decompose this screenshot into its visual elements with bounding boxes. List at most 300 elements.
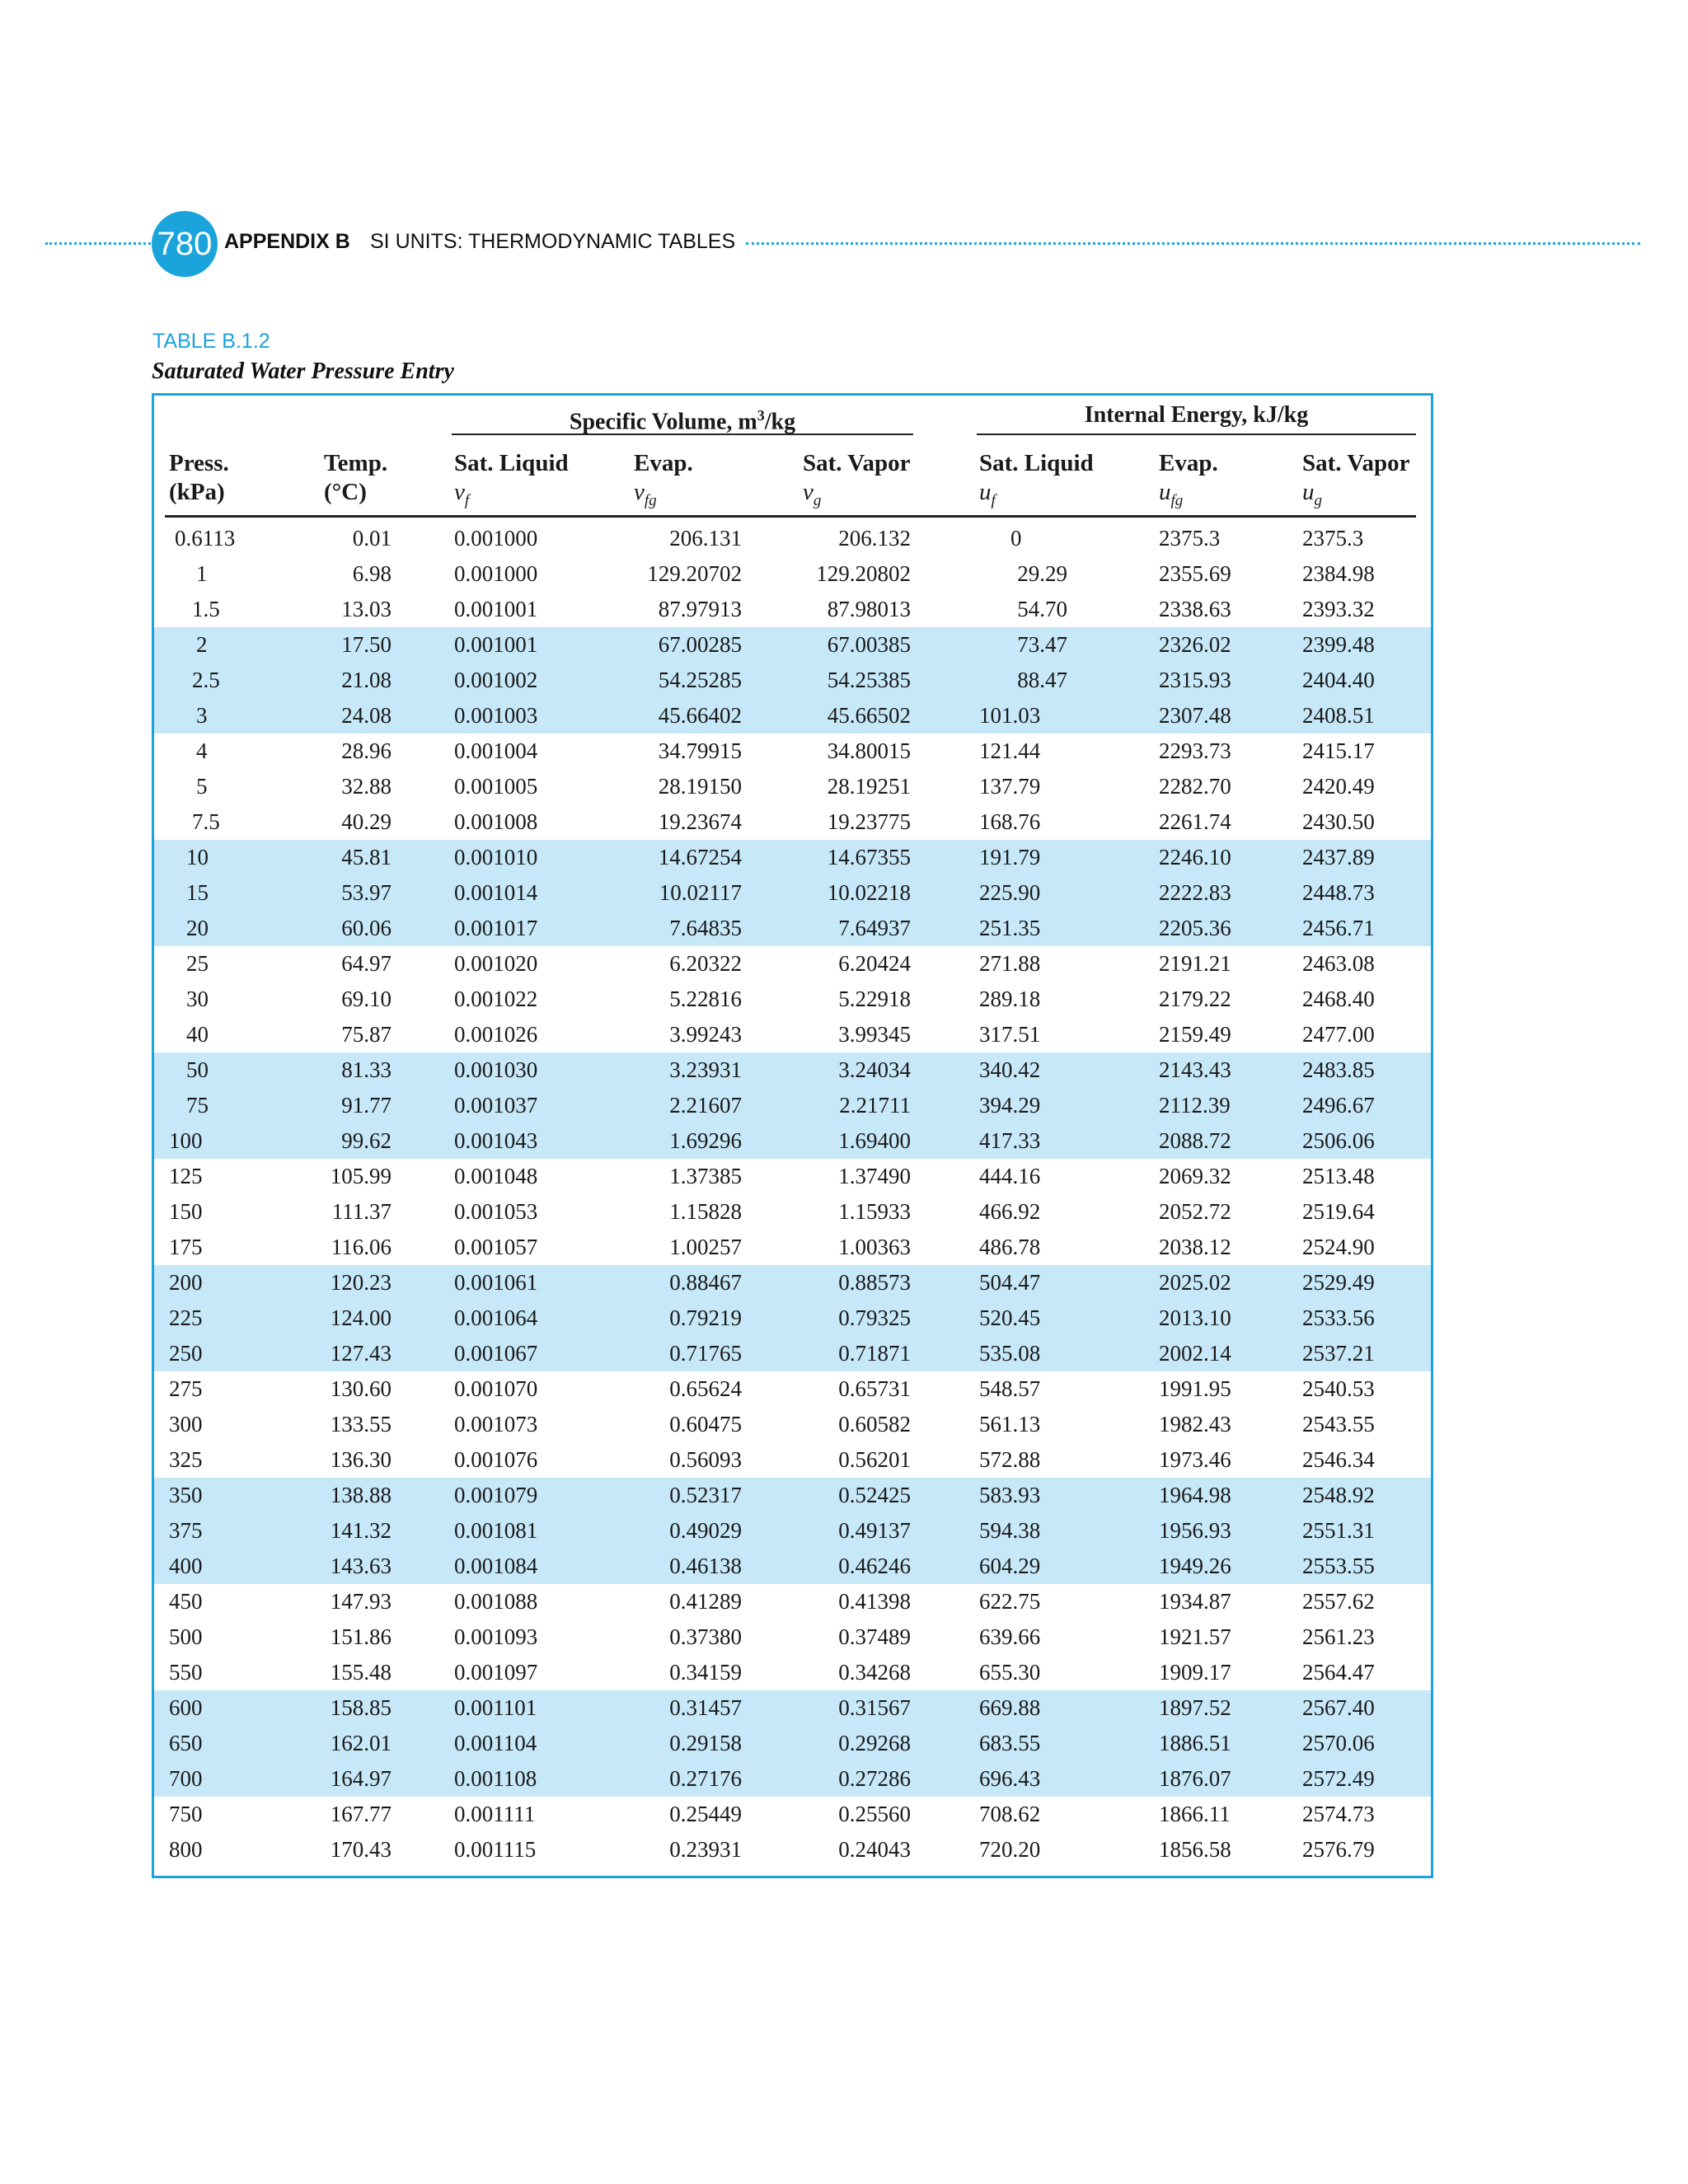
table-cell: 2261.74 [1159,809,1231,834]
table-cell: 2574.73 [1302,1802,1375,1826]
table-cell: 14.67355 [827,845,911,869]
table-cell: 0.6113 [175,526,236,551]
table-cell: 0.001000 [454,561,538,586]
table-cell: 2553.55 [1302,1554,1375,1578]
table-cell: 1876.07 [1159,1766,1231,1791]
table-cell: 5.22918 [838,987,911,1011]
table-cell: 1949.26 [1159,1554,1231,1578]
table-cell: 0.71871 [838,1341,911,1366]
group-header-specific-volume-sup: 3 [757,407,765,424]
table-cell: 1886.51 [1159,1731,1231,1755]
table-cell: 0.49029 [669,1518,742,1543]
table-cell: 175 [169,1235,203,1259]
column-header-7: Sat. Vapor [1302,450,1410,476]
table-cell: 6.20424 [838,951,911,976]
table-cell: 0.001003 [454,703,538,728]
table-cell: 45.66502 [827,703,911,728]
table-cell: 466.92 [979,1199,1041,1224]
table-cell: 594.38 [979,1518,1041,1543]
table-cell: 0.001037 [454,1093,538,1118]
table-cell: 1982.43 [1159,1412,1231,1436]
table-cell: 2529.49 [1302,1270,1375,1295]
table-cell: 2002.14 [1159,1341,1231,1366]
table-cell: 0.001070 [454,1376,538,1401]
table-cell: 2399.48 [1302,632,1375,657]
table-cell: 120.23 [330,1270,392,1295]
table-cell: 2546.34 [1302,1447,1375,1472]
table-cell: 4 [196,738,208,763]
table-cell: 2543.55 [1302,1412,1375,1436]
table-cell: 2513.48 [1302,1164,1375,1188]
table-cell: 5 [196,774,208,799]
table-cell: 164.97 [330,1766,392,1791]
table-cell: 2533.56 [1302,1305,1375,1330]
table-cell: 2551.31 [1302,1518,1375,1543]
table-cell: 206.131 [669,526,742,551]
table-cell: 133.55 [330,1412,392,1436]
table-cell: 0.001115 [454,1837,537,1862]
table-cell: 50 [186,1057,209,1082]
column-header-5: Sat. Liquid [979,450,1094,476]
table-cell: 53.97 [341,880,392,905]
table-cell: 130.60 [330,1376,392,1401]
table-cell: 2191.21 [1159,951,1231,976]
table-cell: 669.88 [979,1695,1041,1720]
table-cell: 2315.93 [1159,668,1231,692]
table-cell: 2143.43 [1159,1057,1231,1082]
table-cell: 2483.85 [1302,1057,1375,1082]
table-cell: 0.37489 [838,1624,911,1649]
table-cell: 129.20802 [816,561,911,586]
table-cell: 105.99 [330,1164,392,1188]
table-cell: 583.93 [979,1483,1041,1507]
appendix-label: APPENDIX B [224,230,350,253]
table-cell: 100 [169,1128,203,1153]
table-cell: 2456.71 [1302,916,1375,940]
table-cell: 1866.11 [1159,1802,1231,1826]
table-cell: 29.29 [1017,561,1067,586]
header-dotted-rule-right [746,242,1640,245]
table-cell: 7.64835 [669,916,742,940]
table-cell: 0.41398 [838,1589,911,1614]
table-cell: 88.47 [1017,668,1067,692]
table-cell: 2393.32 [1302,597,1375,621]
table-cell: 19.23674 [658,809,742,834]
column-unit-0: (kPa) [169,479,225,505]
table-cell: 155.48 [330,1660,392,1685]
table-cell: 0.56093 [669,1447,742,1472]
table-id: TABLE B.1.2 [152,330,270,353]
table-cell: 720.20 [979,1837,1041,1862]
table-cell: 129.20702 [647,561,742,586]
column-header-3: Evap. [634,450,693,476]
table-cell: 7.5 [192,809,220,834]
table-cell: 0.001084 [454,1554,538,1578]
table-cell: 0.65731 [838,1376,911,1401]
table-cell: 0.60475 [669,1412,742,1436]
group-header-specific-volume [452,401,913,436]
table-cell: 1973.46 [1159,1447,1231,1472]
table-cell: 1909.17 [1159,1660,1231,1685]
table-cell: 325 [169,1447,203,1472]
table-cell: 2112.39 [1159,1093,1231,1118]
table-cell: 2282.70 [1159,774,1231,799]
table-cell: 0.29158 [669,1731,742,1755]
table-cell: 34.79915 [658,738,742,763]
table-cell: 504.47 [979,1270,1041,1295]
table-cell: 639.66 [979,1624,1041,1649]
table-cell: 2572.49 [1302,1766,1375,1791]
table-cell: 111.37 [331,1199,392,1224]
table-cell: 0.001081 [454,1518,538,1543]
table-cell: 141.32 [330,1518,392,1543]
table-cell: 87.98013 [827,597,911,621]
table-cell: 0.34159 [669,1660,742,1685]
table-cell: 2355.69 [1159,561,1231,586]
table-cell: 417.33 [979,1128,1041,1153]
table-cell: 170.43 [330,1837,392,1862]
column-header-2: Sat. Liquid [454,450,569,476]
table-cell: 2519.64 [1302,1199,1375,1224]
group-rule-internal-energy [977,434,1416,435]
table-cell: 655.30 [979,1660,1041,1685]
table-title: Saturated Water Pressure Entry [152,359,454,384]
table-cell: 604.29 [979,1554,1041,1578]
table-cell: 28.19251 [827,774,911,799]
table-cell: 1.69400 [838,1128,911,1153]
table-cell: 1.37490 [838,1164,911,1188]
table-cell: 124.00 [330,1305,392,1330]
table-cell: 271.88 [979,951,1041,976]
table-cell: 520.45 [979,1305,1041,1330]
table-cell: 2222.83 [1159,880,1231,905]
table-cell: 548.57 [979,1376,1041,1401]
table-cell: 2564.47 [1302,1660,1375,1685]
table-cell: 151.86 [330,1624,392,1649]
table-cell: 0.001008 [454,809,538,834]
table-cell: 0.001043 [454,1128,538,1153]
table-cell: 45.66402 [658,703,742,728]
table-cell: 34.80015 [827,738,911,763]
table-cell: 0.79325 [838,1305,911,1330]
column-header-1: Temp. [324,450,388,476]
table-cell: 30 [186,987,209,1011]
table-cell: 0.001000 [454,526,538,551]
table-cell: 0.25449 [669,1802,742,1826]
column-unit-1: (°C) [324,479,367,505]
table-cell: 2448.73 [1302,880,1375,905]
appendix-subject: SI UNITS: THERMODYNAMIC TABLES [370,230,736,253]
table-cell: 0.001001 [454,597,538,621]
table-cell: 137.79 [979,774,1041,799]
table-cell: 225.90 [979,880,1041,905]
table-cell: 1 [196,561,208,586]
table-cell: 1.5 [192,597,220,621]
table-cell: 0.001101 [454,1695,537,1720]
table-cell: 0.001064 [454,1305,538,1330]
table-cell: 10.02117 [659,880,742,905]
table-cell: 2548.92 [1302,1483,1375,1507]
table-cell: 0.27176 [669,1766,742,1791]
table-cell: 75.87 [341,1022,392,1047]
table-cell: 162.01 [330,1731,392,1755]
table-cell: 2038.12 [1159,1235,1231,1259]
table-cell: 2437.89 [1302,845,1375,869]
table-cell: 2570.06 [1302,1731,1375,1755]
table-cell: 2420.49 [1302,774,1375,799]
table-cell: 0.79219 [669,1305,742,1330]
table-cell: 125 [169,1164,203,1188]
table-cell: 45.81 [341,845,392,869]
table-cell: 2013.10 [1159,1305,1231,1330]
table-cell: 0.001111 [454,1802,536,1826]
table-cell: 1.15933 [838,1199,911,1224]
table-cell: 5.22816 [669,987,742,1011]
table-cell: 0.34268 [838,1660,911,1685]
table-cell: 136.30 [330,1447,392,1472]
table-cell: 1956.93 [1159,1518,1231,1543]
table-cell: 0.001017 [454,916,538,940]
table-cell: 20 [186,916,209,940]
table-cell: 2375.3 [1159,526,1221,551]
table-cell: 0.46138 [669,1554,742,1578]
table-cell: 99.62 [341,1128,392,1153]
table-cell: 14.67254 [658,845,742,869]
table-cell: 2338.63 [1159,597,1231,621]
table-cell: 0.001053 [454,1199,538,1224]
table-cell: 2088.72 [1159,1128,1231,1153]
table-cell: 572.88 [979,1447,1041,1472]
table-cell: 317.51 [979,1022,1041,1047]
table-cell: 2477.00 [1302,1022,1375,1047]
table-cell: 450 [169,1589,203,1614]
table-cell: 138.88 [330,1483,392,1507]
column-symbol-5: $u_f$ [979,479,996,509]
table-cell: 0.001048 [454,1164,538,1188]
table-cell: 0.31457 [669,1695,742,1720]
table-cell: 0.001097 [454,1660,538,1685]
table-cell: 0.56201 [838,1447,911,1472]
table-cell: 2557.62 [1302,1589,1375,1614]
table-cell: 300 [169,1412,203,1436]
table-cell: 3.23931 [669,1057,742,1082]
column-symbol-6: $u_{fg}$ [1159,479,1184,509]
table-cell: 24.08 [341,703,392,728]
table-cell: 350 [169,1483,203,1507]
table-cell: 127.43 [330,1341,392,1366]
table-cell: 3.99243 [669,1022,742,1047]
table-cell: 2069.32 [1159,1164,1231,1188]
table-cell: 191.79 [979,845,1041,869]
table-cell: 2.21711 [839,1093,911,1118]
table-cell: 0.52425 [838,1483,911,1507]
table-cell: 0.71765 [669,1341,742,1366]
header-dotted-rule-left [45,242,151,245]
table-cell: 0.88573 [838,1270,911,1295]
table-cell: 0.001010 [454,845,538,869]
table-cell: 535.08 [979,1341,1041,1366]
table-cell: 6.20322 [669,951,742,976]
table-cell: 0.001104 [454,1731,537,1755]
table-cell: 275 [169,1376,203,1401]
table-cell: 2463.08 [1302,951,1375,976]
table-cell: 2.21607 [669,1093,742,1118]
table-cell: 0.001067 [454,1341,538,1366]
table-cell: 1.37385 [669,1164,742,1188]
table-cell: 2567.40 [1302,1695,1375,1720]
table-cell: 0.01 [352,526,392,551]
table-cell: 81.33 [341,1057,392,1082]
table-cell: 2205.36 [1159,916,1231,940]
table-cell: 486.78 [979,1235,1041,1259]
table-cell: 21.08 [341,668,392,692]
group-header-specific-volume-tail: /kg [764,409,796,435]
table-cell: 0.001076 [454,1447,538,1472]
table-cell: 1.69296 [669,1128,742,1153]
table-cell: 225 [169,1305,203,1330]
table-cell: 17.50 [341,632,392,657]
table-cell: 0.37380 [669,1624,742,1649]
table-cell: 375 [169,1518,203,1543]
table-cell: 0.27286 [838,1766,911,1791]
table-cell: 444.16 [979,1164,1041,1188]
table-cell: 0.88467 [669,1270,742,1295]
table-cell: 1.00257 [669,1235,742,1259]
table-cell: 0.001061 [454,1270,538,1295]
table-cell: 0.001020 [454,951,538,976]
table-cell: 91.77 [341,1093,392,1118]
table-cell: 3.99345 [838,1022,911,1047]
table-cell: 2415.17 [1302,738,1375,763]
table-cell: 2025.02 [1159,1270,1231,1295]
table-cell: 2 [196,632,208,657]
table-cell: 15 [186,880,209,905]
table-cell: 10.02218 [827,880,911,905]
table-cell: 54.70 [1017,597,1067,621]
table-cell: 158.85 [330,1695,392,1720]
table-cell: 54.25385 [827,668,911,692]
table-cell: 0.001088 [454,1589,538,1614]
table-cell: 500 [169,1624,203,1649]
column-symbol-4: $v_g$ [803,479,822,509]
table-cell: 3.24034 [838,1057,911,1082]
table-cell: 1934.87 [1159,1589,1231,1614]
table-cell: 2179.22 [1159,987,1231,1011]
column-header-4: Sat. Vapor [803,450,911,476]
table-cell: 0.001014 [454,880,538,905]
table-cell: 700 [169,1766,203,1791]
table-cell: 0.65624 [669,1376,742,1401]
table-cell: 2430.50 [1302,809,1375,834]
table-cell: 28.96 [341,738,392,763]
table-cell: 1921.57 [1159,1624,1231,1649]
table-cell: 340.42 [979,1057,1041,1082]
table-cell: 2375.3 [1302,526,1364,551]
table-cell: 0.001079 [454,1483,538,1507]
column-symbol-3: $v_{fg}$ [634,479,657,509]
table-cell: 0.60582 [838,1412,911,1436]
table-cell: 0.24043 [838,1837,911,1862]
table-cell: 2468.40 [1302,987,1375,1011]
table-cell: 32.88 [341,774,392,799]
table-cell: 0.46246 [838,1554,911,1578]
table-cell: 2052.72 [1159,1199,1231,1224]
table-cell: 7.64937 [838,916,911,940]
group-header-internal-energy: Internal Energy, kJ/kg [1084,402,1309,428]
group-header-specific-volume-text: Specific Volume, m [569,409,757,435]
header-rule [165,515,1416,518]
table-cell: 251.35 [979,916,1041,940]
table-cell: 75 [186,1093,209,1118]
table-cell: 19.23775 [827,809,911,834]
table-cell: 1.00363 [838,1235,911,1259]
table-cell: 64.97 [341,951,392,976]
table-cell: 1856.58 [1159,1837,1231,1862]
table-cell: 2540.53 [1302,1376,1375,1401]
column-header-6: Evap. [1159,450,1218,476]
table-cell: 2404.40 [1302,668,1375,692]
table-cell: 0.31567 [838,1695,911,1720]
table-cell: 683.55 [979,1731,1041,1755]
table-cell: 289.18 [979,987,1041,1011]
column-symbol-2: $v_f$ [454,479,470,509]
table-cell: 2326.02 [1159,632,1231,657]
table-cell: 0.49137 [838,1518,911,1543]
table-cell: 708.62 [979,1802,1041,1826]
table-cell: 400 [169,1554,203,1578]
table-cell: 2524.90 [1302,1235,1375,1259]
table-cell: 2384.98 [1302,561,1375,586]
table-cell: 73.47 [1017,632,1067,657]
table-cell: 0.001093 [454,1624,538,1649]
table-cell: 0.001004 [454,738,538,763]
table-cell: 2307.48 [1159,703,1231,728]
table-cell: 622.75 [979,1589,1041,1614]
table-cell: 1964.98 [1159,1483,1231,1507]
table-cell: 147.93 [330,1589,392,1614]
table-cell: 0.001073 [454,1412,538,1436]
table-cell: 1897.52 [1159,1695,1231,1720]
table-cell: 2537.21 [1302,1341,1375,1366]
table-cell: 40 [186,1022,209,1047]
table-cell: 2.5 [192,668,220,692]
table-cell: 2408.51 [1302,703,1375,728]
table-cell: 69.10 [341,987,392,1011]
group-rule-specific-volume [452,434,913,435]
table-cell: 167.77 [330,1802,392,1826]
table-cell: 0.001005 [454,774,538,799]
table-cell: 25 [186,951,209,976]
table-cell: 67.00385 [827,632,911,657]
table-cell: 0.001108 [454,1766,537,1791]
column-header-0: Press. [169,450,229,476]
table-cell: 206.132 [838,526,911,551]
table-cell: 1.15828 [669,1199,742,1224]
table-cell: 143.63 [330,1554,392,1578]
table-cell: 0.001057 [454,1235,538,1259]
table-cell: 3 [196,703,208,728]
table-cell: 0.25560 [838,1802,911,1826]
table-cell: 60.06 [341,916,392,940]
table-cell: 394.29 [979,1093,1041,1118]
table-cell: 250 [169,1341,203,1366]
table-cell: 2159.49 [1159,1022,1231,1047]
table-cell: 2246.10 [1159,845,1231,869]
table-cell: 550 [169,1660,203,1685]
table-cell: 0.001001 [454,632,538,657]
table-cell: 2561.23 [1302,1624,1375,1649]
table-cell: 0 [1010,526,1022,551]
